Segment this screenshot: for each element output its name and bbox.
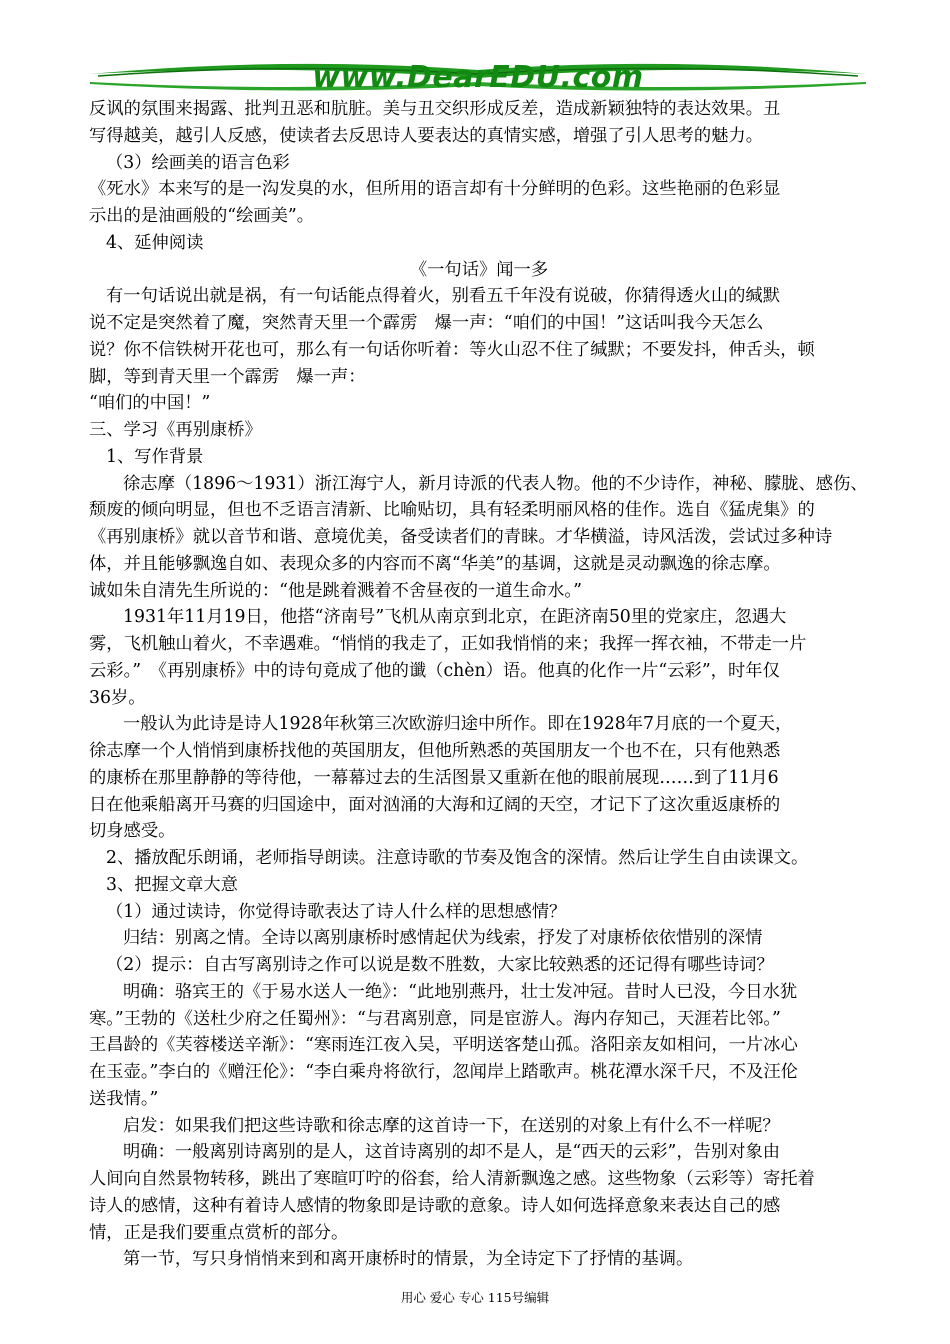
text-line: （3）绘画美的语言色彩 (106, 152, 290, 173)
text-line: “咱们的中国！” (89, 393, 211, 414)
text-line: 说不定是突然着了魔，突然青天里一个霹雳 爆一声：“咱们的中国！”这话叫我今天怎么 (89, 313, 764, 333)
text-line: 诗人的感情，这种有着诗人感情的物象即是诗歌的意象。诗人如何选择意象来表达自己的感 (89, 1195, 781, 1216)
text-line: 4、延伸阅读 (106, 232, 204, 253)
text-line: 脚，等到青天里一个霹雳 爆一声： (89, 366, 366, 387)
text-line: 启发：如果我们把这些诗歌和徐志摩的这首诗一下，在送别的对象上有什么不一样呢？ (123, 1115, 780, 1136)
text-line: 归结：别离之情。全诗以离别康桥时感情起伏为线索，抒发了对康桥依依惜别的深情 (123, 928, 763, 949)
document-body (89, 96, 869, 1273)
text-line: 第一节，写只身悄悄来到和离开康桥时的情景，为全诗定下了抒情的基调。 (123, 1249, 694, 1270)
text-line: 雾，飞机触山着火，不幸遇难。“悄悄的我走了，正如我悄悄的来；我挥一挥衣袖，不带走一片 (89, 634, 807, 654)
text-line: 三、学习《再别康桥》 (89, 420, 262, 440)
text-line: 反讽的氛围来揭露、批判丑恶和肮脏。美与丑交织形成反差，造成新颖独特的表达效果。丑 (89, 99, 781, 119)
text-line: 3、把握文章大意 (106, 874, 238, 895)
text-line: 在玉壶。”李白的《赠汪伦》：“李白乘舟将欲行，忽闻岸上踏歌声。桃花潭水深千尺，不及汪伦 (89, 1062, 798, 1082)
text-line: 送我情。” (89, 1088, 159, 1109)
text-line: 情，正是我们要重点赏析的部分。 (89, 1222, 349, 1243)
text-line: 《再别康桥》就以音节和谐、意境优美，备受读者们的青睐。才华横溢，诗风活泼，尝试过多种诗 (89, 527, 833, 547)
text-line: 有一句话说出就是祸，有一句话能点得着火，别看五千年没有说破，你猜得透火山的缄默 (106, 286, 780, 307)
text-line: 2、播放配乐朗诵，老师指导朗读。注意诗歌的节奏及饱含的深情。然后让学生自由读课文。 (106, 848, 809, 868)
text-line: 说？你不信铁树开花也可，那么有一句话你听着：等火山忍不住了缄默；不要发抖，伸舌头，顿 (89, 339, 815, 360)
text-line: 36岁。 (89, 687, 146, 708)
text-line: 人间向自然景物转移，跳出了寒暄叮咛的俗套，给人清新飘逸之感。这些物象（云彩等）寄托着 (89, 1169, 815, 1189)
text-line: 徐志摩（1896～1931）浙江海宁人，新月诗派的代表人物。他的不少诗作，神秘、朦胧、感伤、 (123, 473, 868, 494)
text-line: （2）提示：自古写离别诗之作可以说是数不胜数，大家比较熟悉的还记得有哪些诗词？ (106, 955, 774, 975)
site-header-logo (88, 52, 868, 100)
text-line: 明确：一般离别诗离别的是人，这首诗离别的却不是人，是“西天的云彩”，告别对象由 (123, 1142, 781, 1163)
text-line: 《一句话》闻一多 (409, 259, 549, 280)
text-line: 示出的是油画般的“绘画美”。 (89, 206, 315, 226)
text-line: 1931年11月19日，他搭“济南号”飞机从南京到北京，在距济南50里的党家庄，忽遇大 (123, 607, 787, 628)
text-line: 《死水》本来写的是一沟发臭的水，但所用的语言却有十分鲜明的色彩。这些艳丽的色彩显 (89, 179, 781, 200)
text-line: 一般认为此诗是诗人1928年秋第三次欧游归途中所作。即在1928年7月底的一个夏天， (123, 714, 793, 735)
text-line: 明确：骆宾王的《于易水送人一绝》：“此地别燕丹，壮士发冲冠。昔时人已没，今日水犹 (123, 981, 798, 1002)
text-line: 颓废的倾向明显，但也不乏语言清新、比喻贴切，具有轻柔明丽风格的佳作。选自《猛虎集》的 (89, 500, 815, 521)
text-line: 日在他乘船离开马赛的归国途中，面对汹涌的大海和辽阔的天空，才记下了这次重返康桥的 (89, 794, 781, 815)
text-line: 切身感受。 (89, 821, 176, 842)
text-line: 的康桥在那里静静的等待他，一幕幕过去的生活图景又重新在他的眼前展现……到了11月6 (89, 767, 779, 788)
text-line: 体，并且能够飘逸自如、表现众多的内容而不离“华美”的基调，这就是灵动飘逸的徐志摩。 (89, 553, 781, 574)
logo-text: www.DearEDU.com (312, 60, 644, 95)
text-line: 写得越美，越引人反感，使读者去反思诗人要表达的真情实感，增强了引人思考的魅力。 (89, 125, 763, 146)
text-line: 1、写作背景 (106, 446, 204, 467)
text-line: 诚如朱自清先生所说的：“他是跳着溅着不舍昼夜的一道生命水。” (89, 580, 582, 601)
text-line: 徐志摩一个人悄悄到康桥找他的英国朋友，但他所熟悉的英国朋友一个也不在，只有他熟悉 (89, 741, 781, 761)
text-line: 云彩。” 《再别康桥》中的诗句竟成了他的谶（chèn）语。他真的化作一片“云彩”，时年仅 (89, 660, 780, 681)
text-line: （1）通过读诗，你觉得诗歌表达了诗人什么样的思想感情？ (106, 901, 567, 922)
text-line: 寒。”王勃的《送杜少府之任蜀州》：“与君离别意，同是宦游人。海内存知己，天涯若比邻。” (89, 1008, 781, 1029)
page-footer: 用心 爱心 专心 115号编辑 (400, 1290, 550, 1305)
text-line: 王昌龄的《芙蓉楼送辛渐》：“寒雨连江夜入吴，平明送客楚山孤。洛阳亲友如相问，一片冰心 (89, 1035, 798, 1056)
